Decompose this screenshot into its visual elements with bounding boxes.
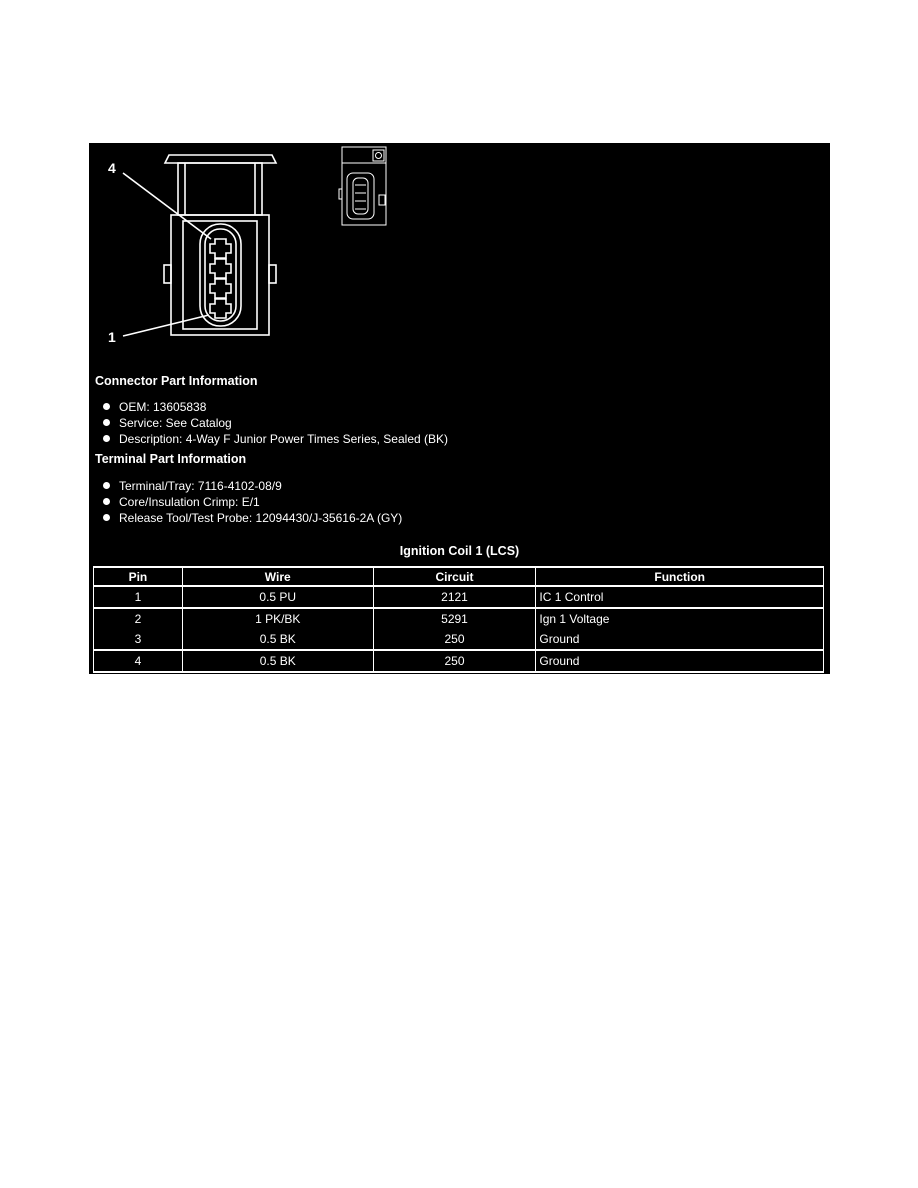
bullet-icon <box>103 498 110 505</box>
cell-pin: 4 <box>94 650 183 672</box>
connector-info-panel <box>89 143 830 674</box>
cell-circuit: 2121 <box>373 586 536 608</box>
bullet-icon <box>103 435 110 442</box>
cell-wire: 0.5 BK <box>182 650 373 672</box>
list-item-text: OEM: 13605838 <box>119 400 207 414</box>
connector-part-heading: Connector Part Information <box>95 374 258 388</box>
cell-pin: 2 <box>94 608 183 629</box>
list-item <box>95 399 448 415</box>
list-item <box>95 478 402 494</box>
list-item-text: Release Tool/Test Probe: 12094430/J-35616-2A (GY) <box>119 511 403 525</box>
terminal-2 <box>210 279 231 298</box>
list-item <box>95 510 402 526</box>
cell-circuit: 250 <box>373 629 536 650</box>
cell-function: Ground <box>536 650 824 672</box>
callout-pin-4: 4 <box>108 160 116 176</box>
leader-line-4 <box>123 173 211 239</box>
list-item-text: Description: 4-Way F Junior Power Times Series, Sealed (BK) <box>119 432 448 446</box>
cell-function: Ign 1 Voltage <box>536 608 824 629</box>
leader-line-1 <box>123 315 209 336</box>
connector-thumbnail <box>339 147 386 225</box>
cell-wire: 0.5 BK <box>182 629 373 650</box>
list-item-text: Core/Insulation Crimp: E/1 <box>119 495 260 509</box>
table-header-row <box>94 567 824 586</box>
bullet-icon <box>103 403 110 410</box>
connector-drawing <box>89 143 830 363</box>
terminal-part-heading: Terminal Part Information <box>95 452 247 466</box>
cell-function: Ground <box>536 629 824 650</box>
list-item <box>95 494 402 510</box>
list-item-text: Terminal/Tray: 7116-4102-08/9 <box>119 479 282 493</box>
column-header-pin: Pin <box>94 567 183 586</box>
list-item-text: Service: See Catalog <box>119 416 232 430</box>
terminal-1 <box>210 299 231 318</box>
bullet-icon <box>103 419 110 426</box>
cell-pin: 3 <box>94 629 183 650</box>
connector-latch-lip <box>165 155 276 163</box>
table-row <box>94 608 824 629</box>
table-row <box>94 586 824 608</box>
cell-circuit: 250 <box>373 650 536 672</box>
list-item <box>95 431 448 447</box>
connector-upper-housing <box>178 163 262 215</box>
pinout-table <box>93 566 824 673</box>
terminal-4 <box>210 239 231 258</box>
cell-function: IC 1 Control <box>536 586 824 608</box>
connector-part-list <box>95 399 448 447</box>
cell-pin: 1 <box>94 586 183 608</box>
bullet-icon <box>103 482 110 489</box>
column-header-circuit: Circuit <box>373 567 536 586</box>
column-header-function: Function <box>536 567 824 586</box>
table-row <box>94 650 824 672</box>
terminal-part-list <box>95 478 402 526</box>
table-row <box>94 629 824 650</box>
cell-wire: 0.5 PU <box>182 586 373 608</box>
callout-pin-1: 1 <box>108 329 116 345</box>
list-item <box>95 415 448 431</box>
table-title: Ignition Coil 1 (LCS) <box>399 544 520 558</box>
connector-diagram <box>89 143 830 363</box>
column-header-wire: Wire <box>182 567 373 586</box>
cell-circuit: 5291 <box>373 608 536 629</box>
bullet-icon <box>103 514 110 521</box>
terminal-3 <box>210 259 231 278</box>
cell-wire: 1 PK/BK <box>182 608 373 629</box>
connector-body <box>171 215 269 335</box>
